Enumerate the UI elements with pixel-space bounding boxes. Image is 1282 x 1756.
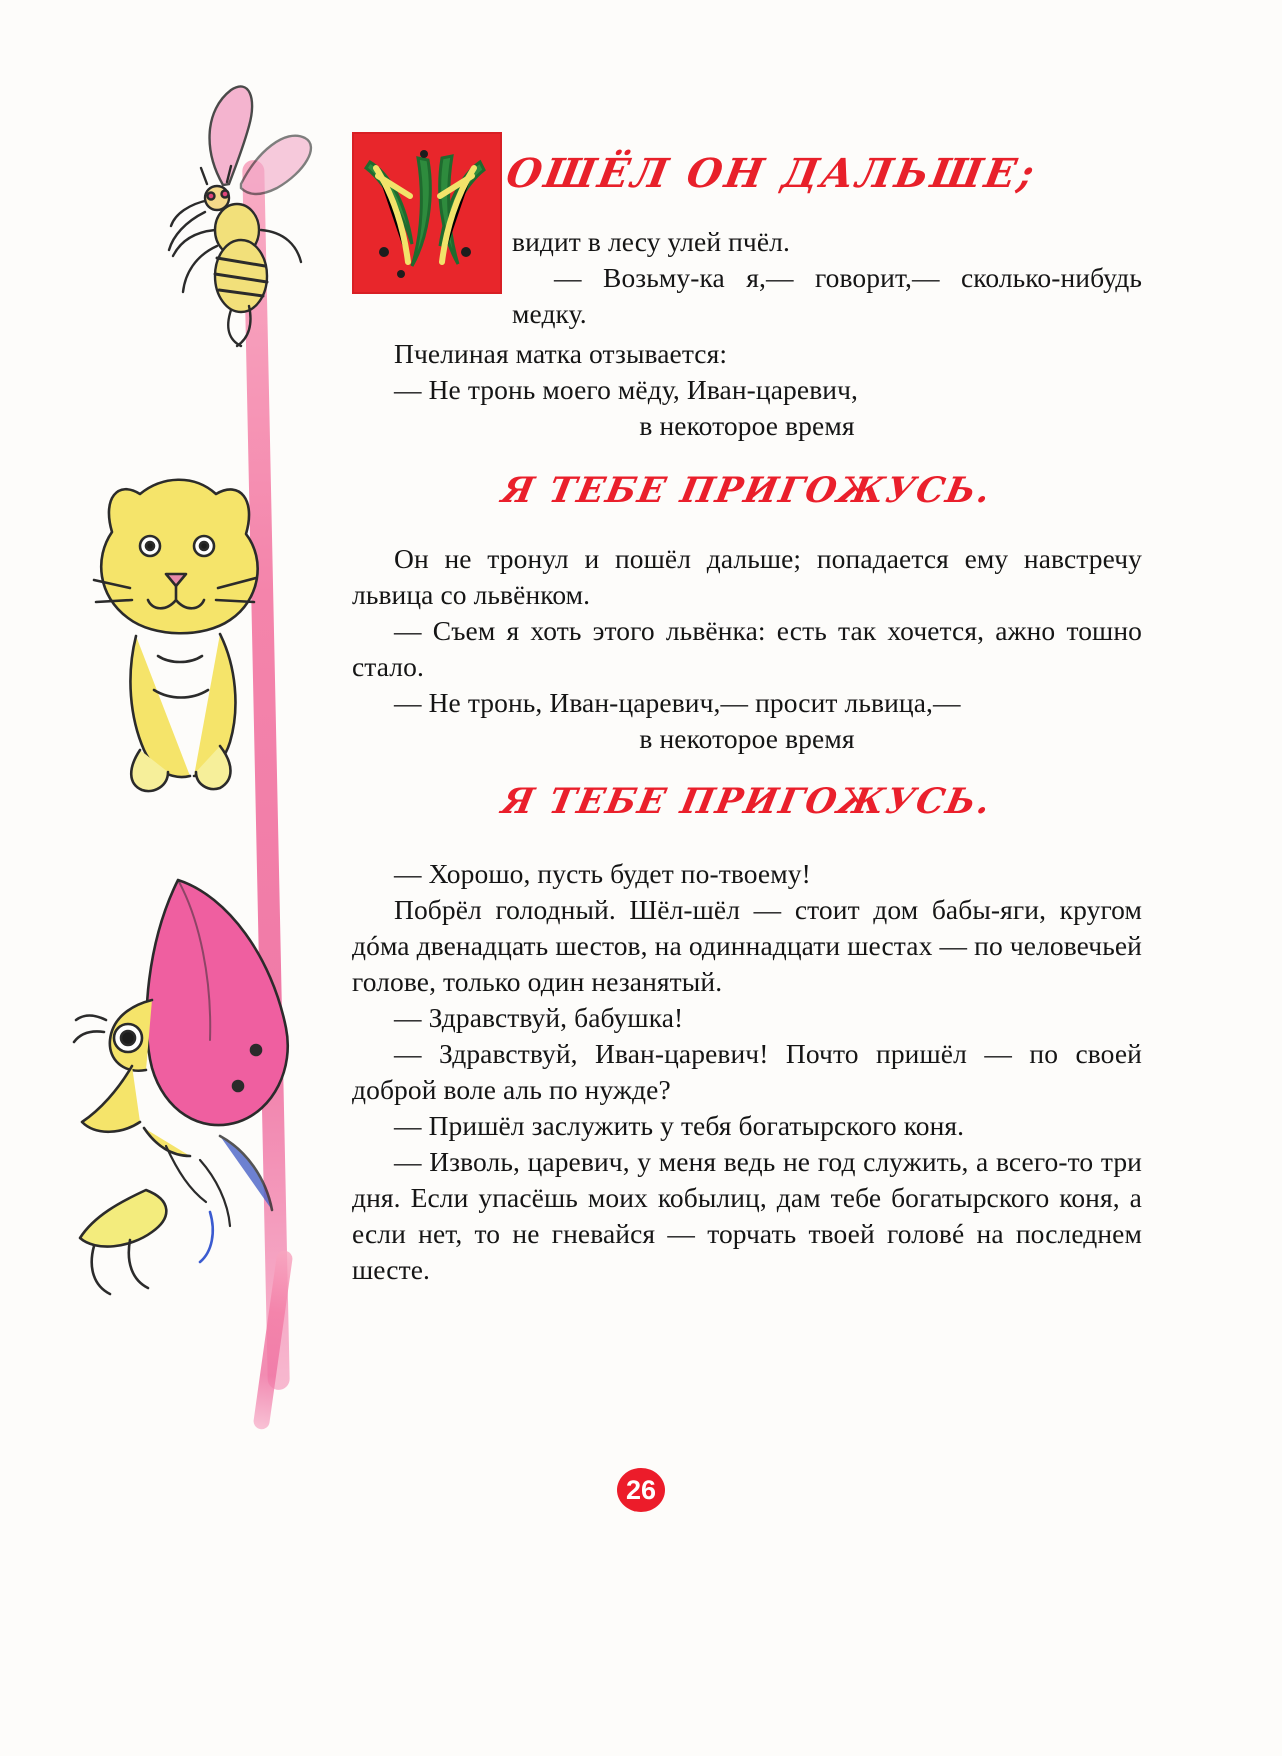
paragraph: — Не тронь моего мёду, Иван-царевич, [394,374,859,406]
page-number: 26 [617,1468,665,1512]
body-block-1 [352,336,1142,444]
body-block-3 [352,856,1142,1288]
paragraph: — Возьму-ка я,— говорит,— сколько-нибудь медку. [512,262,1142,330]
script-phrase-2: Я ТЕБЕ ПРИГОЖУСЬ. [498,781,996,823]
opening-block [352,132,1142,332]
paragraph: — Пришёл заслужить у тебя богатырского коня. [394,1110,965,1142]
script-phrase-1: Я ТЕБЕ ПРИГОЖУСЬ. [498,470,996,512]
chapter-script-heading: ОШЁЛ ОН ДАЛЬШЕ; [502,150,1041,197]
illustration-column [60,70,320,1400]
paragraph: видит в лесу улей пчёл. [512,226,790,257]
paragraph: Пчелиная матка отзывается: [394,338,728,370]
baba-yaga-illustration [60,860,305,1300]
bee-illustration [145,80,335,350]
paragraph: — Изволь, царевич, у меня ведь не год служить, а всего-то три дня. Если упасёшь моих кобылиц, дам тебе богатырского коня, а если нет, то не гневайся — торчать твоей головé на последнем шесте. [352,1146,1142,1286]
paragraph: Побрёл голодный. Шёл-шёл — стоит дом бабы-яги, кругом дóма двенадцать шестов, на одиннадцати шестах — по человечьей голове, только один незанятый. [352,894,1142,998]
paragraph: — Хорошо, пусть будет по-твоему! [394,858,811,890]
text-column [352,132,1142,1288]
paragraph: — Не тронь, Иван-царевич,— просит львица,— [394,687,961,719]
drop-cap-letter [352,132,502,294]
lioness-illustration [70,450,300,810]
paragraph: в некоторое время [639,410,855,442]
paragraph: — Здравствуй, бабушка! [394,1002,684,1034]
paragraph: Он не тронул и пошёл дальше; попадается ему навстречу львица со львёнком. [352,543,1142,611]
paragraph: — Съем я хоть этого львёнка: есть так хочется, ажно тошно стало. [352,615,1142,683]
paragraph: — Здравствуй, Иван-царевич! Почто пришёл — по своей доброй воле аль по нужде? [352,1038,1142,1106]
paragraph: в некоторое время [639,723,855,755]
body-block-2 [352,541,1142,757]
